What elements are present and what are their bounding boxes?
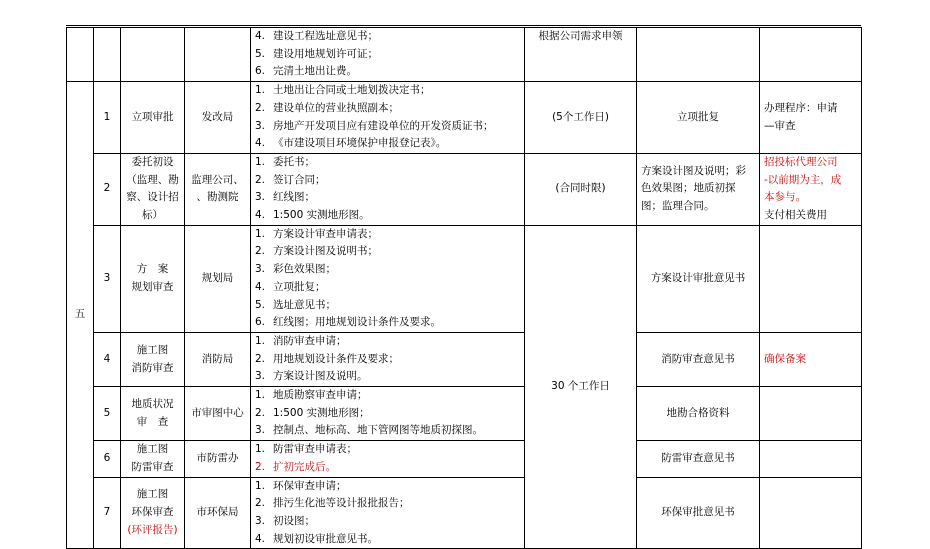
section-cell-empty [67, 28, 94, 82]
materials-cell [251, 82, 525, 154]
material-item: 2. 扩初完成后。 [255, 460, 336, 473]
material-item: 4. 立项批复； [255, 280, 326, 293]
note-cell: 确保备案 [760, 332, 862, 386]
row-number: 6 [94, 441, 121, 477]
table-row [67, 387, 862, 441]
table-row [67, 441, 862, 477]
material-item: 1. 地质勘察审查申请； [255, 389, 368, 402]
item-name: 施工图 防雷审查 [121, 441, 185, 477]
number-cell-empty [94, 28, 121, 82]
material-item: 4. 建设工程选址意见书； [255, 30, 378, 42]
materials-cell [251, 387, 525, 441]
material-item: 1. 土地出让合同或土地划拨决定书； [255, 84, 431, 97]
table-row [67, 225, 862, 332]
material-item: 5. 选址意见书； [255, 298, 336, 311]
note-cell-empty [760, 387, 862, 441]
note-cell-empty [760, 441, 862, 477]
table-row-continued [67, 28, 862, 82]
result-cell: 方案设计审批意见书 [637, 225, 760, 332]
row-number: 5 [94, 387, 121, 441]
time-limit-cell: (5个工作日) [525, 82, 637, 154]
materials-cell [251, 477, 525, 549]
material-item: 1. 方案设计审查申请表； [255, 227, 378, 240]
note-cell: 办理程序：申请 —审查 [760, 82, 862, 154]
result-cell: 方案设计图及说明；彩 色效果图；地质初探 图；监理合同。 [637, 153, 760, 225]
table-row [67, 477, 862, 549]
material-item: 3. 控制点、地标高、地下管网图等地质初探图。 [255, 424, 483, 437]
material-item: 6. 完清土地出让费。 [255, 65, 357, 78]
name-cell-empty [121, 28, 185, 82]
item-name: 委托初设 （监理、勘 察、设计招 标） [121, 153, 185, 225]
result-cell: 环保审批意见书 [637, 477, 760, 549]
material-item: 1. 消防审查申请； [255, 334, 347, 347]
item-name: 方 案 规划审查 [121, 225, 185, 332]
department: 市环保局 [185, 477, 251, 549]
materials-cell [251, 28, 525, 82]
material-item: 4. 1:500 实测地形图。 [255, 209, 370, 222]
material-item: 1. 委托书； [255, 155, 315, 168]
material-item: 2. 用地规划设计条件及要求； [255, 352, 399, 365]
materials-cell [251, 332, 525, 386]
time-limit-cell: (合同时限) [525, 153, 637, 225]
row-number: 3 [94, 225, 121, 332]
material-item: 6. 红线图；用地规划设计条件及要求。 [255, 316, 441, 329]
item-name: 施工图 环保审查 (环评报告) [121, 477, 185, 549]
result-cell: 立项批复 [637, 82, 760, 154]
dept-cell-empty [185, 28, 251, 82]
material-item: 2. 建设单位的营业执照副本； [255, 101, 399, 114]
department: 规划局 [185, 225, 251, 332]
material-item: 4. 《市建设项目环境保护申报登记表》。 [255, 137, 447, 150]
result-cell: 防雷审查意见书 [637, 441, 760, 477]
note-cell: 招投标代理公司 -以前期为主，成 本参与。 支付相关费用 [760, 153, 862, 225]
department: 市审图中心 [185, 387, 251, 441]
material-item: 1. 环保审查申请； [255, 479, 347, 492]
materials-cell [251, 441, 525, 477]
material-item: 3. 红线图； [255, 191, 315, 204]
material-item: 2. 排污生化池等设计报批报告； [255, 497, 410, 510]
material-item: 2. 签订合同； [255, 173, 326, 186]
material-item: 1. 防雷审查申请表； [255, 443, 357, 456]
materials-cell [251, 153, 525, 225]
table-row [67, 332, 862, 386]
table-row [67, 82, 862, 154]
department: 发改局 [185, 82, 251, 154]
row-number: 7 [94, 477, 121, 549]
section-number: 五 [67, 82, 94, 549]
item-name: 施工图 消防审查 [121, 332, 185, 386]
note-cell-empty [760, 225, 862, 332]
result-cell-empty [637, 28, 760, 82]
note-cell-empty [760, 477, 862, 549]
material-item: 3. 彩色效果图； [255, 263, 336, 276]
material-item: 2. 方案设计图及说明书； [255, 245, 378, 258]
row-number: 2 [94, 153, 121, 225]
materials-cell [251, 225, 525, 332]
material-item: 3. 房地产开发项目应有建设单位的开发资质证书； [255, 119, 494, 132]
department: 消防局 [185, 332, 251, 386]
row-number: 4 [94, 332, 121, 386]
item-name: 立项审批 [121, 82, 185, 154]
row-number: 1 [94, 82, 121, 154]
material-item: 3. 方案设计图及说明。 [255, 370, 368, 383]
result-cell: 地勘合格资料 [637, 387, 760, 441]
material-item: 4. 规划初设审批意见书。 [255, 532, 378, 545]
time-limit-merged-cell: 30 个工作日 [525, 225, 637, 549]
time-limit-cell: 根据公司需求申领 [525, 28, 637, 82]
item-name: 地质状况 审 查 [121, 387, 185, 441]
table-top-border [66, 25, 861, 26]
table-row [67, 153, 862, 225]
result-cell: 消防审查意见书 [637, 332, 760, 386]
note-cell-empty [760, 28, 862, 82]
department: 监理公司、 、勘测院 [185, 153, 251, 225]
material-item: 2. 1:500 实测地形图； [255, 406, 370, 419]
approval-process-table [66, 27, 862, 549]
material-item: 3. 初设图； [255, 514, 315, 527]
material-item: 5. 建设用地规划许可证； [255, 47, 378, 60]
department: 市防雷办 [185, 441, 251, 477]
